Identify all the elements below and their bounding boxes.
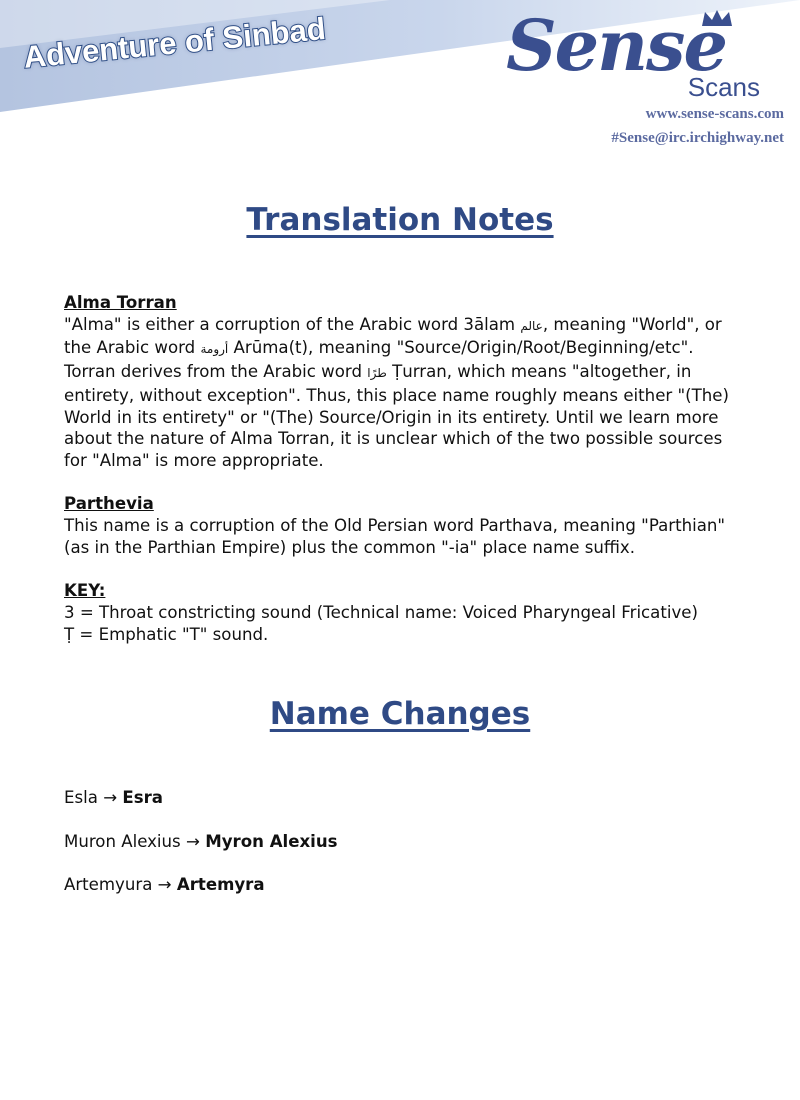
scanlator-logo	[506, 4, 786, 148]
translation-notes-title: Translation Notes	[246, 202, 554, 238]
old-name: Muron Alexius	[64, 831, 181, 851]
translation-notes-body	[64, 292, 754, 645]
arabic-word-turran: طرًا	[367, 366, 387, 381]
logo-wordmark: Sense	[506, 4, 726, 87]
logo-subtitle: Scans	[687, 72, 760, 102]
arrow-icon: →	[103, 788, 118, 807]
note-parthevia: This name is a corruption of the Old Persian word Parthava, meaning "Parthian" (as in the Parthian Empire) plus the common "-ia" place name suffix.	[64, 516, 726, 557]
new-name: Artemyra	[176, 875, 265, 894]
section-heading-key: KEY:	[64, 581, 106, 601]
name-changes-title: Name Changes	[269, 696, 531, 732]
series-title: Adventure of Sinbad	[22, 10, 328, 75]
name-changes-list	[64, 787, 754, 918]
arrow-icon: →	[186, 831, 200, 851]
arabic-word-aruma: أرومة	[200, 342, 229, 357]
arrow-icon: →	[157, 875, 172, 894]
list-item	[64, 831, 754, 875]
new-name: Myron Alexius	[205, 831, 338, 851]
section-heading-parthevia: Parthevia	[64, 494, 154, 514]
section-heading-alma-torran: Alma Torran	[64, 293, 177, 312]
note-alma-torran: "Alma" is either a corruption of the Arabic word 3ālam عالم, meaning "World", or the Arabic word أرومة Arūma(t), meaning "Source/Origin/Root/Beginning/etc". Torran derives from the Arabic word طرًا Ṭurran, which means "altogether, in entirety, without exception". Thus, this place name roughly means either "(The) World in its entirety" or "(The) Source/Origin in its entirety. Until we learn more about the nature of Alma Torran, it is unclear which of the two possible sources for "Alma" is more appropriate.	[64, 314, 729, 470]
irc-channel: #Sense@irc.irchighway.net	[611, 130, 784, 146]
new-name: Esra	[122, 788, 163, 807]
old-name: Artemyura	[64, 875, 153, 894]
website-url: www.sense-scans.com	[645, 106, 784, 122]
old-name: Esla	[64, 788, 98, 807]
list-item	[64, 874, 754, 918]
note-key: 3 = Throat constricting sound (Technical name: Voiced Pharyngeal Fricative) Ṭ = Emphatic "T" sound.	[64, 602, 698, 644]
arabic-word-alam: عالم	[520, 318, 543, 333]
list-item	[64, 787, 754, 831]
